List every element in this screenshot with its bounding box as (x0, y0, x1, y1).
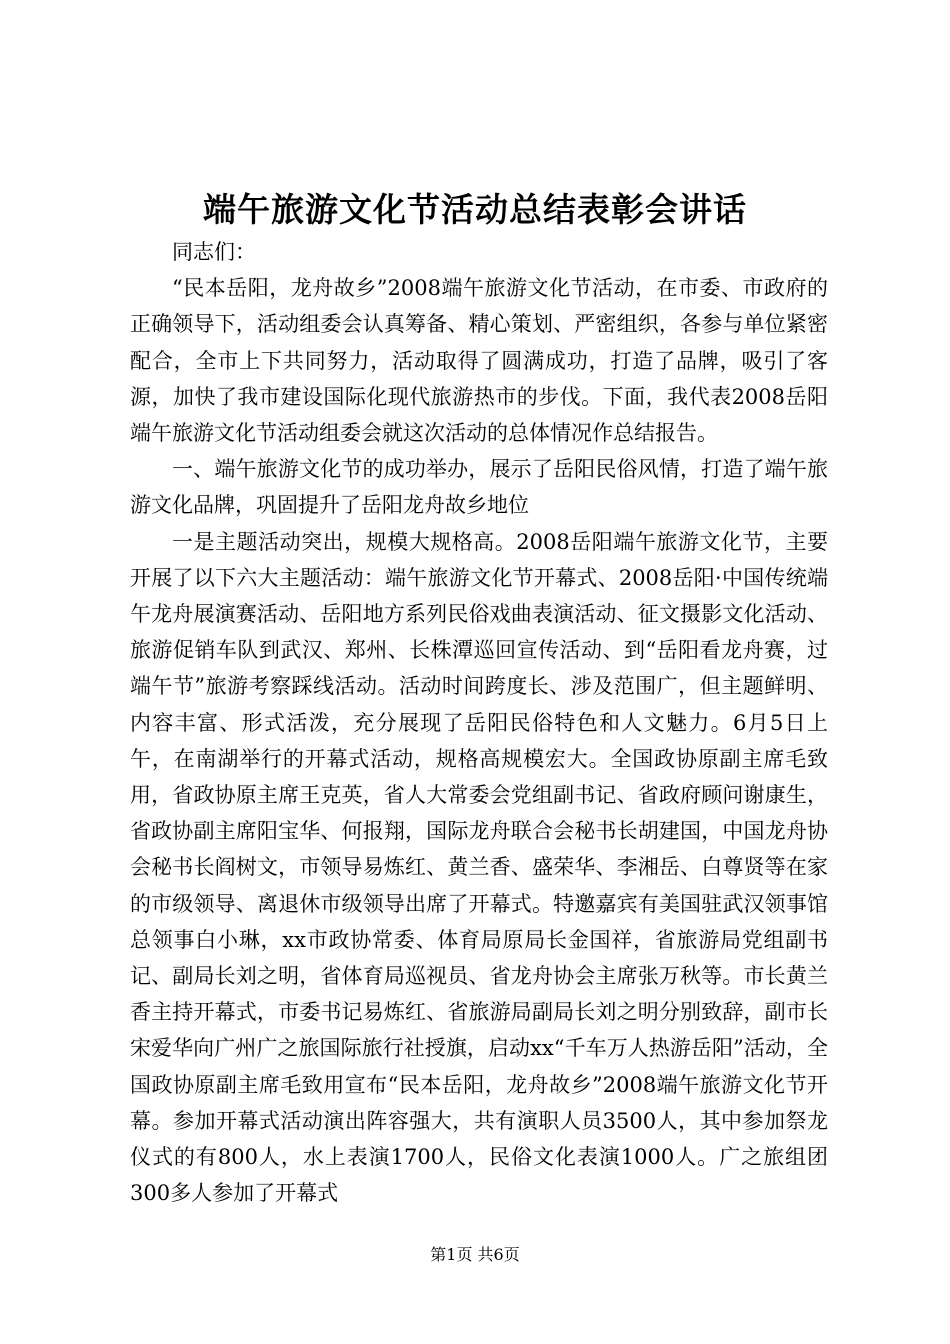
salutation: 同志们： (172, 240, 256, 264)
paragraph-intro: “民本岳阳，龙舟故乡”2008端午旅游文化节活动，在市委、市政府的正确领导下，活动组委会认真筹备、精心策划、严密组织，各参与单位紧密配合，全市上下共同努力，活动取得了圆满成功，打造了品牌，吸引了客源，加快了我市建设国际化现代旅游热市的步伐。下面，我代表2008岳阳端午旅游文化节活动组委会就这次活动的总体情况作总结报告。 (130, 276, 828, 446)
document-title: 端午旅游文化节活动总结表彰会讲话 (203, 190, 747, 229)
section-heading-1: 一、端午旅游文化节的成功举办，展示了岳阳民俗风情，打造了端午旅游文化品牌，巩固提升了岳阳龙舟故乡地位 (130, 457, 828, 518)
document-body (130, 234, 828, 1211)
paragraph-theme-activities: 一是主题活动突出，规模大规格高。2008岳阳端午旅游文化节，主要开展了以下六大主题活动：端午旅游文化节开幕式、2008岳阳·中国传统端午龙舟展演赛活动、岳阳地方系列民俗戏曲表演活动、征文摄影文化活动、旅游促销车队到武汉、郑州、长株潭巡回宣传活动、到“岳阳看龙舟赛，过端午节”旅游考察踩线活动。活动时间跨度长、涉及范围广，但主题鲜明、内容丰富、形式活泼，充分展现了岳阳民俗特色和人文魅力。6月5日上午，在南湖举行的开幕式活动，规格高规模宏大。全国政协原副主席毛致用，省政协原主席王克英，省人大常委会党组副书记、省政府顾问谢康生，省政协副主席阳宝华、何报翔，国际龙舟联合会秘书长胡建国，中国龙舟协会秘书长阎树文，市领导易炼红、黄兰香、盛荣华、李湘岳、白尊贤等在家的市级领导、离退休市级领导出席了开幕式。特邀嘉宾有美国驻武汉领事馆总领事白小琳，xx市政协常委、体育局原局长金国祥，省旅游局党组副书记、副局长刘之明，省体育局巡视员、省龙舟协会主席张万秋等。市长黄兰香主持开幕式，市委书记易炼红、省旅游局副局长刘之明分别致辞，副市长宋爱华向广州广之旅国际旅行社授旗，启动xx“千车万人热游岳阳”活动，全国政协原副主席毛致用宣布“民本岳阳，龙舟故乡”2008端午旅游文化节开幕。参加开幕式活动演出阵容强大，共有演职人员3500人，其中参加祭龙仪式的有800人，水上表演1700人，民俗文化表演1000人。广之旅组团300多人参加了开幕式 (130, 529, 828, 1206)
page-number-footer: 第1页 共6页 (430, 1245, 520, 1264)
